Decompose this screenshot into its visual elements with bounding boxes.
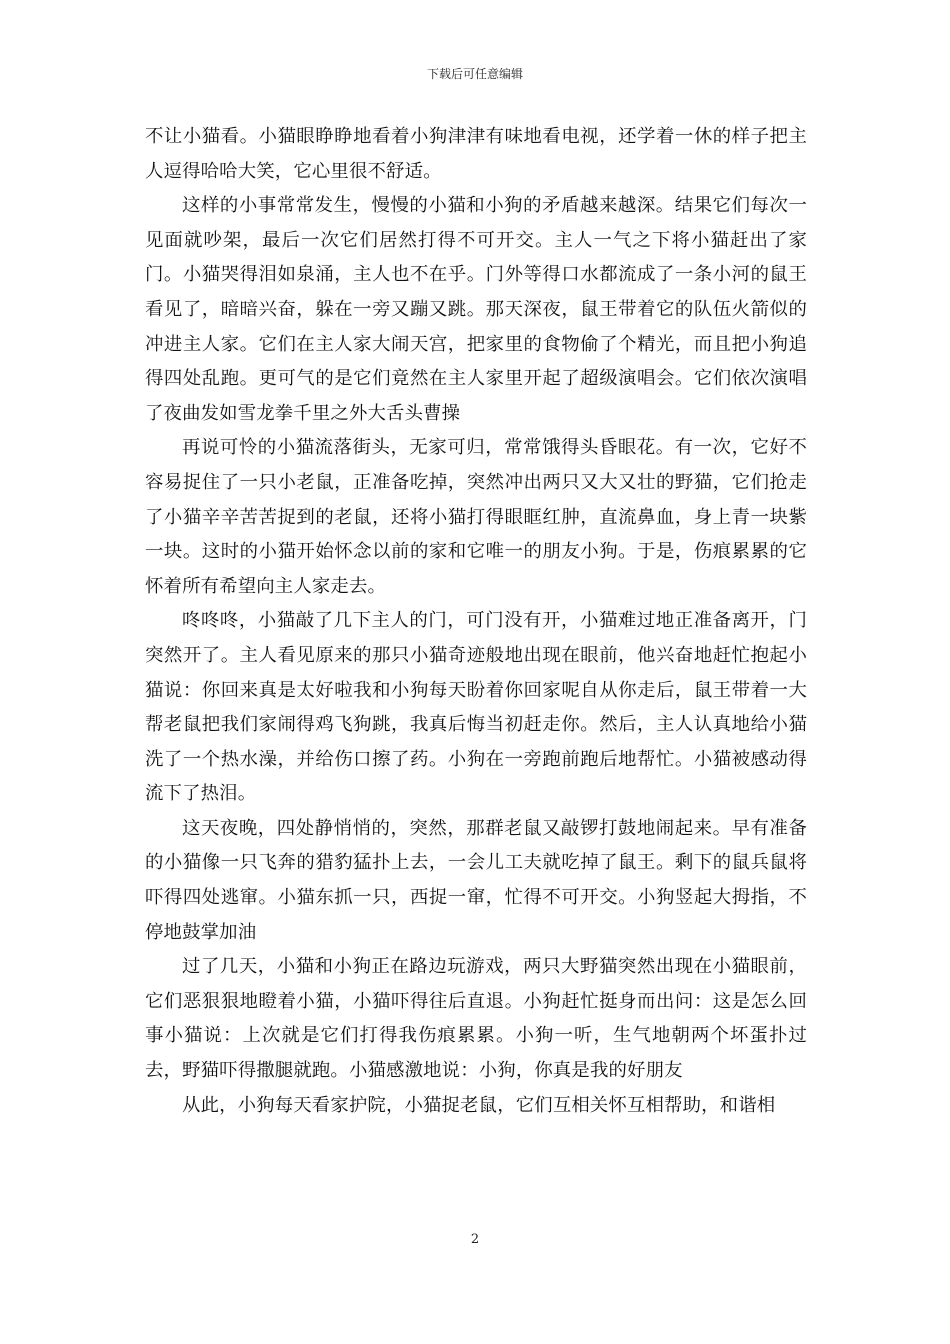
document-body <box>145 120 807 1123</box>
page-header: 下载后可任意编辑 <box>426 67 523 81</box>
paragraph-4: 咚咚咚，小猫敲了几下主人的门，可门没有开，小猫难过地正准备离开，门突然开了。主人看见原来的那只小猫奇迹般地出现在眼前，他兴奋地赶忙抱起小猫说：你回来真是太好啦我和小狗每天盼着你回家呢自从你走后，鼠王带着一大帮老鼠把我们家闹得鸡飞狗跳，我真后悔当初赶走你。然后，主人认真地给小猫洗了一个热水澡，并给伤口擦了药。小狗在一旁跑前跑后地帮忙。小猫被感动得流下了热泪。 <box>145 610 807 805</box>
paragraph-3: 再说可怜的小猫流落街头，无家可归，常常饿得头昏眼花。有一次，它好不容易捉住了一只小老鼠，正准备吃掉，突然冲出两只又大又壮的野猫，它们抢走了小猫辛辛苦苦捉到的老鼠，还将小猫打得眼眶红肿，直流鼻血，身上青一块紫一块。这时的小猫开始怀念以前的家和它唯一的朋友小狗。于是，伤痕累累的它怀着所有希望向主人家走去。 <box>145 437 807 597</box>
paragraph-2: 这样的小事常常发生，慢慢的小猫和小狗的矛盾越来越深。结果它们每次一见面就吵架，最后一次它们居然打得不可开交。主人一气之下将小猫赶出了家门。小猫哭得泪如泉涌，主人也不在乎。门外等得口水都流成了一条小河的鼠王看见了，暗暗兴奋，躲在一旁又蹦又跳。那天深夜，鼠王带着它的队伍火箭似的冲进主人家。它们在主人家大闹天宫，把家里的食物偷了个精光，而且把小狗追得四处乱跑。更可气的是它们竟然在主人家里开起了超级演唱会。它们依次演唱了夜曲发如雪龙拳千里之外大舌头曹操 <box>145 195 807 424</box>
paragraph-7: 从此，小狗每天看家护院，小猫捉老鼠，它们互相关怀互相帮助，和谐相 <box>182 1094 776 1116</box>
paragraph-1: 不让小猫看。小猫眼睁睁地看着小狗津津有味地看电视，还学着一休的样子把主人逗得哈哈大笑，它心里很不舒适。 <box>145 126 807 182</box>
page-number: 2 <box>470 1232 480 1247</box>
paragraph-5: 这天夜晚，四处静悄悄的，突然，那群老鼠又敲锣打鼓地闹起来。早有准备的小猫像一只飞奔的猎豹猛扑上去，一会儿工夫就吃掉了鼠王。剩下的鼠兵鼠将吓得四处逃窜。小猫东抓一只，西捉一窜，忙得不可开交。小狗竖起大拇指，不停地鼓掌加油 <box>145 817 807 943</box>
paragraph-6: 过了几天，小猫和小狗正在路边玩游戏，两只大野猫突然出现在小猫眼前，它们恶狠狠地瞪着小猫，小猫吓得往后直退。小狗赶忙挺身而出问：这是怎么回事小猫说：上次就是它们打得我伤痕累累。小狗一听，生气地朝两个坏蛋扑过去，野猫吓得撒腿就跑。小猫感激地说：小狗，你真是我的好朋友 <box>145 956 807 1082</box>
